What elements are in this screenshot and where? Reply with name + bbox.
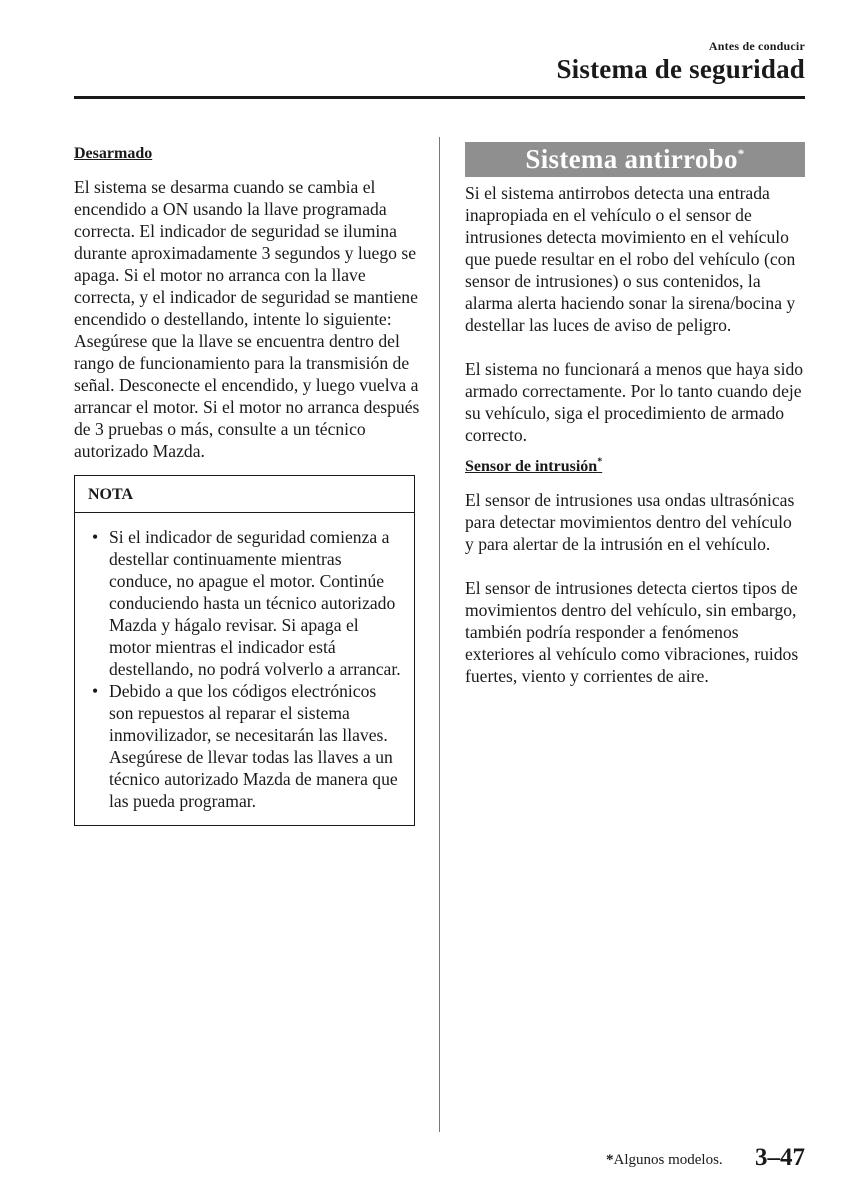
left-column — [74, 143, 420, 826]
sensor-paragraph-1: El sensor de intrusiones usa ondas ultrasónicas para detectar movimientos dentro del vehículo y para alertar de la intrusión en el vehículo. — [465, 490, 795, 554]
column-divider — [439, 137, 440, 1132]
sensor-heading-text: Sensor de intrusión — [465, 458, 598, 475]
desarmado-paragraph-1: El sistema se desarma cuando se cambia el encendido a ON usando la llave programada correcta. El indicador de seguridad se ilumina durante aproximadamente 3 segundos y luego se apaga. Si el motor no arranca con la llave correcta, y el indicador de seguridad se mantiene encendido o destellando, intente lo siguiente: — [74, 177, 418, 329]
chapter-label: Antes de conducir — [708, 39, 805, 53]
header-divider — [74, 96, 805, 99]
bullet-icon: • — [92, 527, 99, 547]
antirrobo-paragraph-2: El sistema no funcionará a menos que haya sido armado correctamente. Por lo tanto cuando deje su vehículo, siga el procedimiento de armado correcto. — [465, 359, 804, 445]
note-item-text: Debido a que los códigos electrónicos son repuestos al reparar el sistema inmovilizador, se necesitarán las llaves. Asegúrese de llevar todas las llaves a un técnico autorizado Mazda de manera que las pueda programar. — [109, 681, 398, 811]
page-number: 3–47 — [755, 1144, 805, 1171]
bullet-icon: • — [92, 681, 99, 701]
section-title: Sistema de seguridad — [556, 54, 805, 84]
note-item-text: Si el indicador de seguridad comienza a destellar continuamente mientras conduce, no apague el motor. Continúe conduciendo hasta un técnico autorizado Mazda y hágalo revisar. Si apaga el motor mientras el indicador está destellando, no podrá volverlo a arrancar. — [109, 527, 401, 679]
footnote-asterisk: * — [606, 1152, 614, 1168]
antirrobo-paragraph-1: Si el sistema antirrobos detecta una entrada inapropiada en el vehículo o el sensor de intrusiones detecta movimiento en el vehículo que puede resultar en el robo del vehículo (con sensor de intrusiones) o sus contenidos, la alarma alerta haciendo sonar la sirena/bocina y destellar las luces de aviso de peligro. — [465, 183, 796, 335]
desarmado-heading: Desarmado — [74, 145, 153, 162]
desarmado-paragraph-2: Asegúrese que la llave se encuentra dentro del rango de funcionamiento para la transmisión de señal. Desconecte el encendido, y luego vuelva a arrancar el motor. Si el motor no arranca después de 3 pruebas o más, consulte a un técnico autorizado Mazda. — [74, 331, 420, 461]
note-item — [89, 680, 404, 812]
footnote — [606, 1152, 723, 1169]
section-banner — [465, 142, 805, 177]
sensor-paragraph-2: El sensor de intrusiones detecta ciertos tipos de movimientos dentro del vehículo, sin embargo, también podría responder a fenómenos exteriores al vehículo como vibraciones, ruidos fuertes, viento y corrientes de aire. — [465, 578, 799, 686]
footnote-text: Algunos modelos. — [613, 1152, 723, 1168]
note-label: NOTA — [75, 476, 414, 513]
banner-title: Sistema antirrobo — [525, 144, 738, 174]
right-column — [465, 142, 805, 687]
sensor-heading — [465, 456, 805, 478]
sensor-heading-asterisk: * — [597, 456, 603, 468]
note-item — [89, 526, 404, 680]
note-box — [74, 475, 415, 826]
note-list — [75, 513, 414, 825]
banner-asterisk: * — [737, 146, 745, 161]
